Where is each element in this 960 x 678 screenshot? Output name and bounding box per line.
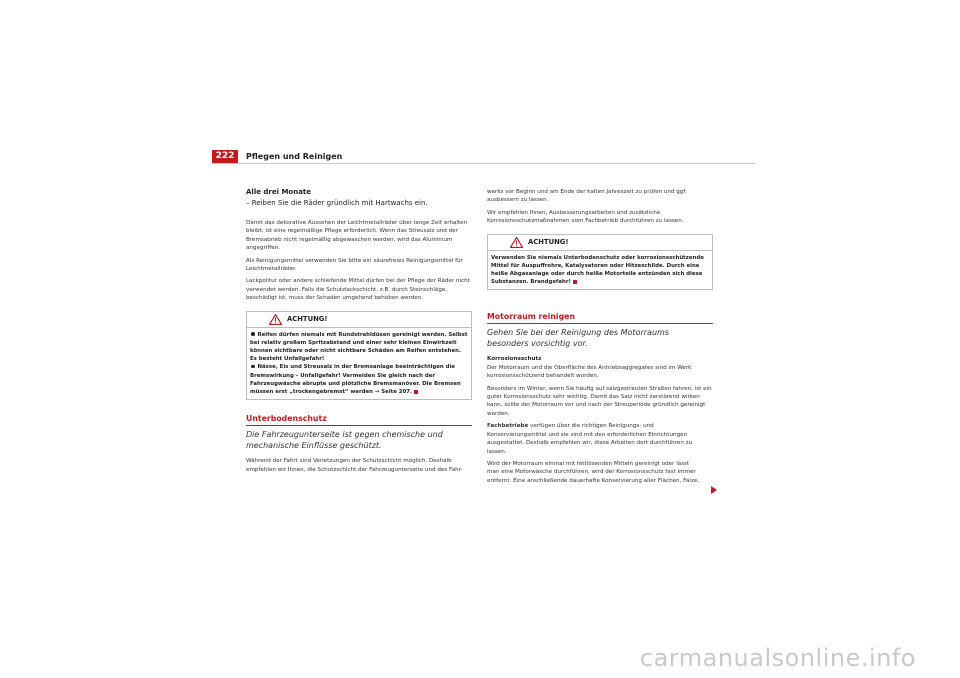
section-title-engine: Motorraum reinigen [487,312,575,322]
warning-box [246,311,472,401]
paragraph-text: verfügen über die richtigen Reinigungs- und Konservierungsmittel und sie sind mit den erforderlichen Einrichtungen ausgestattet. Deshalb empfehlen wir, diese Arbeiten dort durchführen zu lassen. [487,423,693,455]
warning-item-text: Reifen dürfen niemals mit Rundstrahldüsen gereinigt werden. Selbst bei relativ großem Spritzabstand und einer sehr kleinen Einwirkzeit können sichtbare oder nicht sichtbare Schäden am Reifen entstehen. Es besteht Unfallgefahr! [250,331,468,363]
section-title-underbody: Unterbodenschutz [246,414,327,424]
section-subtitle: Gehen Sie bei der Reinigung des Motorraums besonders vorsichtig vor. [487,328,669,348]
body-paragraph: Als Reinigungsmittel verwenden Sie bitte ein säurefreies Reinigungsmittel für Leichtmetallräder. [246,257,463,273]
warning-body [488,251,712,290]
body-paragraph: Lackpolitur oder andere schleifende Mittel dürfen bei der Pflege der Räder nicht verwendet werden. Falls die Schutzlackschicht, z.B. durch Steinschläge, beschädigt ist, muss der Schaden umgehend behoben werden. [246,278,470,302]
bold-term: Fachbetriebe [487,423,529,430]
warning-triangle-icon [269,314,282,325]
body-paragraph: Besonders im Winter, wenn Sie häufig auf salzgestreuten Straßen fahren, ist ein guter Korrosionsschutz sehr wichtig. Damit das Salz nicht zerstörend wirken kann, sollte der Motorraum vor und nach der Streuperiode gründlich gereinigt werden. [487,385,712,417]
warning-text: Verwenden Sie niemals Unterbodenschutz oder korrosionsschützende Mittel für Auspuffrohre, Katalysatoren oder Hitzeschilde. Durch eine heiße Abgasanlage oder durch heiße Motorteile entzünden sich diese Substanzen. Brandgefahr! [491,254,704,286]
body-paragraph: Während der Fahrt sind Verletzungen der Schutzschicht möglich. Deshalb empfehlen wir Ihnen, die Schutzschicht der Fahrzeugunterseite und des Fahr- [246,458,463,473]
bullet-icon [251,332,255,336]
body-paragraph: Der Motorraum und die Oberfläche des Antriebsaggregates sind im Werk korrosionsschützend behandelt worden. [487,364,692,380]
bullet-icon [251,365,255,369]
page-header-title: Pflegen und Reinigen [246,152,343,161]
warning-box [487,234,713,291]
right-column [487,188,713,498]
watermark: carmanualsonline.info [639,644,916,672]
warning-header [488,235,712,251]
warning-label: ACHTUNG! [287,314,328,323]
warning-label: ACHTUNG! [528,237,569,246]
page-number: 222 [212,150,238,163]
body-paragraph: Damit das dekorative Aussehen der Leichtmetallräder über lange Zeit erhalten bleibt, ist eine regelmäßige Pflege erforderlich. Wenn das Streusalz und der Bremsabrieb nicht regelmäßig abgewaschen werden, wird das Aluminium angegriffen. [246,220,468,252]
warning-body [247,328,471,400]
warning-item-text: Nässe, Eis und Streusalz in der Bremsanlage beeinträchtigen die Bremswirkung – Unfallgefahr! Vermeiden Sie gleich nach der Fahrzeugwäsche abrupte und plötzliche Bremsmanöver. Die Bremsen müssen erst „trockengebremst“ werden ⇒ Seite 207. [250,364,461,396]
header-divider [212,163,755,164]
warning-triangle-icon [510,237,523,248]
section-subtitle: Die Fahrzeugunterseite ist gegen chemische und mechanische Einflüsse geschützt. [246,430,443,450]
end-square-icon [573,280,577,284]
subheading-three-months: Alle drei Monate [246,188,312,196]
section-divider [487,323,713,324]
body-paragraph [487,422,713,456]
arrow-shape [711,486,717,494]
section-divider [246,425,472,426]
warning-header [247,312,471,328]
instruction-item: – Reiben Sie die Räder gründlich mit Hartwachs ein. [246,199,428,207]
body-paragraph: Wird der Motorraum einmal mit fettlösenden Mitteln gereinigt oder lässt man eine Motorwäsche durchführen, wird der Korrosionsschutz fast immer entfernt. Eine anschließende dauerhafte Konservierung aller Flächen, Falze, [487,460,699,484]
warning-item [250,363,468,396]
body-paragraph: werks vor Beginn und am Ende der kalten Jahreszeit zu prüfen und ggf. ausbessern zu lassen. [487,189,687,204]
warning-item [250,331,468,364]
left-column [246,188,472,478]
body-paragraph: Wir empfehlen Ihnen, Ausbesserungsarbeiten und zusätzliche Korrosionsschutzmaßnahmen vom Fachbetrieb durchführen zu lassen. [487,209,684,225]
subheading-corrosion: Korrosionsschutz [487,356,542,363]
end-square-icon [414,390,418,394]
next-page-arrow-icon[interactable] [709,484,717,494]
